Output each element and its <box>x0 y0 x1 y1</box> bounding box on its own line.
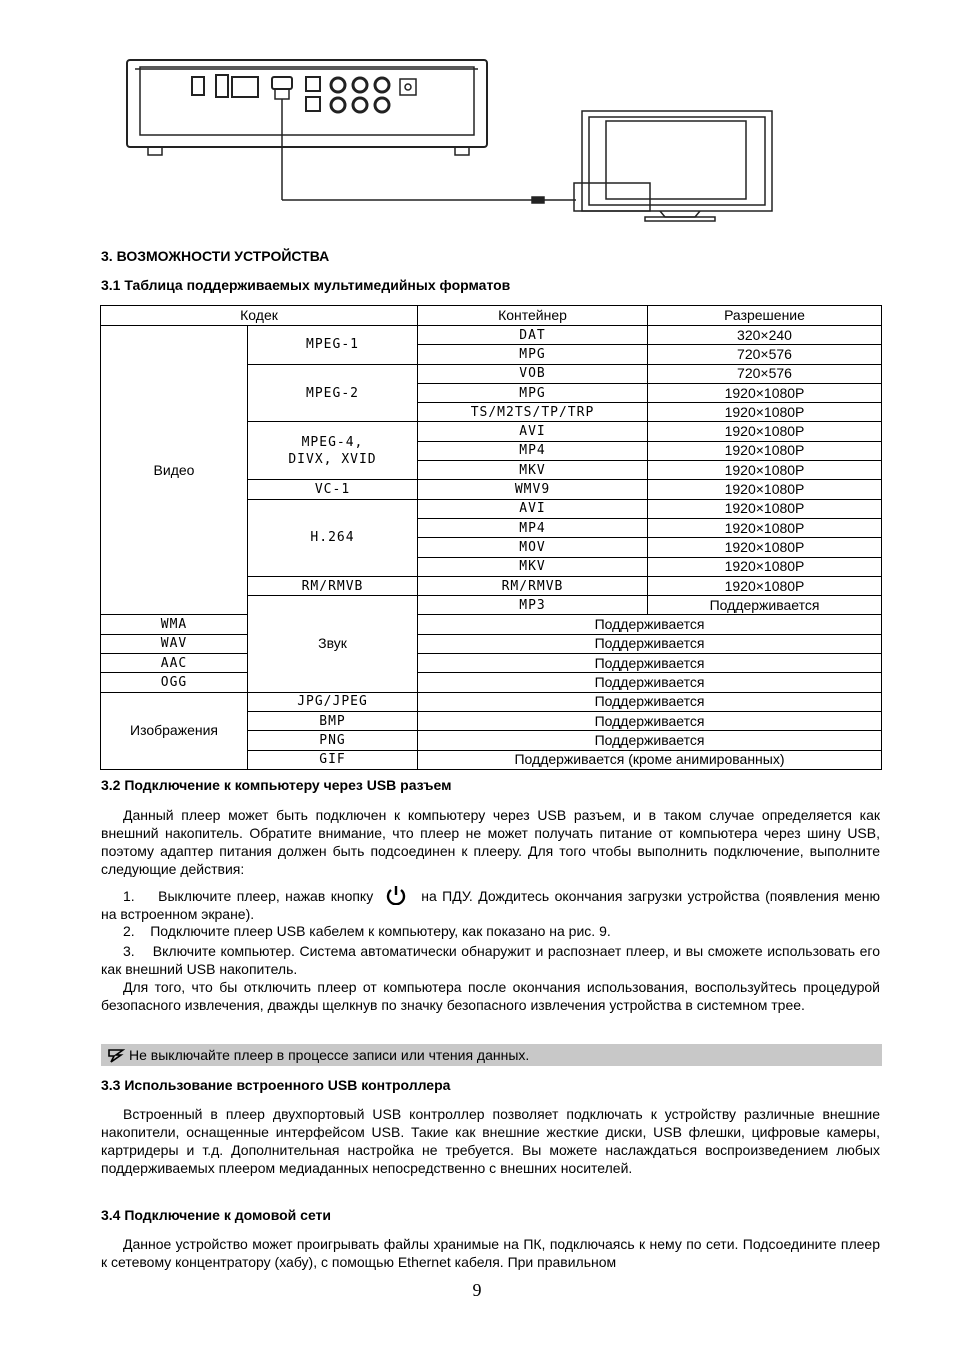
resolution-cell: 1920×1080P <box>648 576 882 595</box>
header-codec: Кодек <box>101 306 418 326</box>
container-cell: RM/RMVB <box>418 576 648 595</box>
tv-illustration <box>574 111 772 221</box>
support-cell: Поддерживается <box>418 673 882 692</box>
support-cell: Поддерживается <box>418 731 882 750</box>
support-cell: Поддерживается <box>418 711 882 730</box>
support-cell: Поддерживается <box>418 654 882 673</box>
header-resolution: Разрешение <box>648 306 882 326</box>
resolution-cell: 1920×1080P <box>648 518 882 537</box>
container-cell: MOV <box>418 538 648 557</box>
section-heading: 3. ВОЗМОЖНОСТИ УСТРОЙСТВА <box>101 248 330 264</box>
container-cell: MPG <box>418 383 648 402</box>
codec-cell: VC-1 <box>248 480 418 499</box>
category-audio: Звук <box>248 596 418 692</box>
page-number: 9 <box>472 1280 482 1300</box>
table-row <box>101 615 882 634</box>
support-cell: Поддерживается (кроме анимированных) <box>418 750 882 769</box>
table-header-row <box>101 306 882 326</box>
table-row <box>101 634 882 653</box>
codec-line: DIVX, XVID <box>288 451 377 467</box>
container-cell: DAT <box>418 326 648 345</box>
warning-text: Не выключайте плеер в процессе записи или чтения данных. <box>129 1047 530 1063</box>
container-cell: WMV9 <box>418 480 648 499</box>
usb-intro-paragraph: Данный плеер может быть подключен к компьютеру через USB разъем, и в таком случае определяется как внешний накопитель. Обратите внимание, что плеер не может получать питание от компьютера через шину USB, поэтому адаптер питания должен быть подсоединен к плееру. Для того чтобы выполнить подключение, выполните следующие действия: <box>101 807 880 877</box>
category-images: Изображения <box>101 692 248 769</box>
codec-cell: JPG/JPEG <box>248 692 418 711</box>
container-cell: MKV <box>418 557 648 576</box>
table-row <box>101 673 882 692</box>
container-cell: MPG <box>418 345 648 364</box>
formats-table <box>100 305 882 770</box>
support-cell: Поддерживается <box>418 615 882 634</box>
network-heading: 3.4 Подключение к домовой сети <box>101 1207 332 1223</box>
resolution-cell: 1920×1080P <box>648 499 882 518</box>
power-icon <box>385 885 407 905</box>
resolution-cell: 1920×1080P <box>648 441 882 460</box>
connection-diagram <box>120 55 780 230</box>
controller-paragraph: Встроенный в плеер двухпортовый USB контроллер позволяет подключать к устройству различные внешние накопители, оснащенные интерфейсом USB. Такие как внешние жесткие диски, USB флешки, цифровые камеры, картридеры и т.д. Дополнительная настройка не требуется. Вы можете наслаждаться воспроизведением любых поддерживаемых плеером медиаданных непосредственно с внешних носителей. <box>101 1106 880 1176</box>
table-heading: 3.1 Таблица поддерживаемых мультимедийных форматов <box>101 277 511 293</box>
step-1 <box>101 885 880 923</box>
media-player-rear-illustration <box>127 60 487 155</box>
container-cell: TS/M2TS/TP/TRP <box>418 403 648 422</box>
codec-cell: WAV <box>101 634 248 653</box>
controller-heading: 3.3 Использование встроенного USB контроллера <box>101 1077 451 1093</box>
codec-cell: WMA <box>101 615 248 634</box>
codec-cell <box>248 422 418 480</box>
container-cell: VOB <box>418 364 648 383</box>
codec-cell: BMP <box>248 711 418 730</box>
usb-outro-paragraph: Для того, что бы отключить плеер от компьютера после окончания использования, воспользуйтесь процедурой безопасного извлечения, дважды щелкнув по значку безопасного извлечения устройства в системном трее. <box>101 979 880 1013</box>
codec-line: MPEG-4, <box>301 434 364 450</box>
warning-note <box>101 1044 882 1066</box>
container-cell: MP4 <box>418 518 648 537</box>
table-row <box>101 654 882 673</box>
codec-cell: RM/RMVB <box>248 576 418 595</box>
resolution-cell: 1920×1080P <box>648 422 882 441</box>
support-cell: Поддерживается <box>418 692 882 711</box>
resolution-cell: 1920×1080P <box>648 480 882 499</box>
container-cell: MP4 <box>418 441 648 460</box>
resolution-cell: 1920×1080P <box>648 403 882 422</box>
step-number: 1. <box>123 888 135 904</box>
codec-cell: MPEG-1 <box>248 326 418 365</box>
support-cell: Поддерживается <box>418 634 882 653</box>
codec-cell: MPEG-2 <box>248 364 418 422</box>
header-container: Контейнер <box>418 306 648 326</box>
step-text-b: на ПДУ. Дождитесь окончания загрузки устройства (появления меню на встроенном экране). <box>101 888 881 922</box>
codec-cell: OGG <box>101 673 248 692</box>
codec-cell: H.264 <box>248 499 418 576</box>
step-3 <box>101 942 884 978</box>
resolution-cell: 1920×1080P <box>648 461 882 480</box>
resolution-cell: 720×576 <box>648 345 882 364</box>
step-text-a: Выключите плеер, нажав кнопку <box>158 888 374 904</box>
table-row <box>101 692 882 711</box>
support-cell: Поддерживается <box>648 596 882 615</box>
codec-cell: MP3 <box>418 596 648 615</box>
container-cell: AVI <box>418 422 648 441</box>
step-3-text: 3. Включите компьютер. Система автоматически обнаружит и распознает плеер, и вы сможете использовать его как внешний USB накопитель. <box>101 943 884 977</box>
resolution-cell: 1920×1080P <box>648 383 882 402</box>
codec-cell: AAC <box>101 654 248 673</box>
resolution-cell: 1920×1080P <box>648 557 882 576</box>
step-2: 2. Подключите плеер USB кабелем к компьютеру, как показано на рис. 9. <box>123 923 611 939</box>
usb-heading: 3.2 Подключение к компьютеру через USB разъем <box>101 777 452 793</box>
resolution-cell: 720×576 <box>648 364 882 383</box>
table-row <box>101 326 882 345</box>
lightning-icon <box>107 1047 125 1063</box>
network-paragraph: Данное устройство может проигрывать файлы хранимые на ПК, подключаясь к нему по сети. Подсоедините плеер к сетевому концентратору (хабу), с помощью Ethernet кабеля. При правильном <box>101 1236 880 1270</box>
container-cell: AVI <box>418 499 648 518</box>
codec-cell: GIF <box>248 750 418 769</box>
category-video: Видео <box>101 326 248 615</box>
codec-cell: PNG <box>248 731 418 750</box>
resolution-cell: 1920×1080P <box>648 538 882 557</box>
resolution-cell: 320×240 <box>648 326 882 345</box>
container-cell: MKV <box>418 461 648 480</box>
